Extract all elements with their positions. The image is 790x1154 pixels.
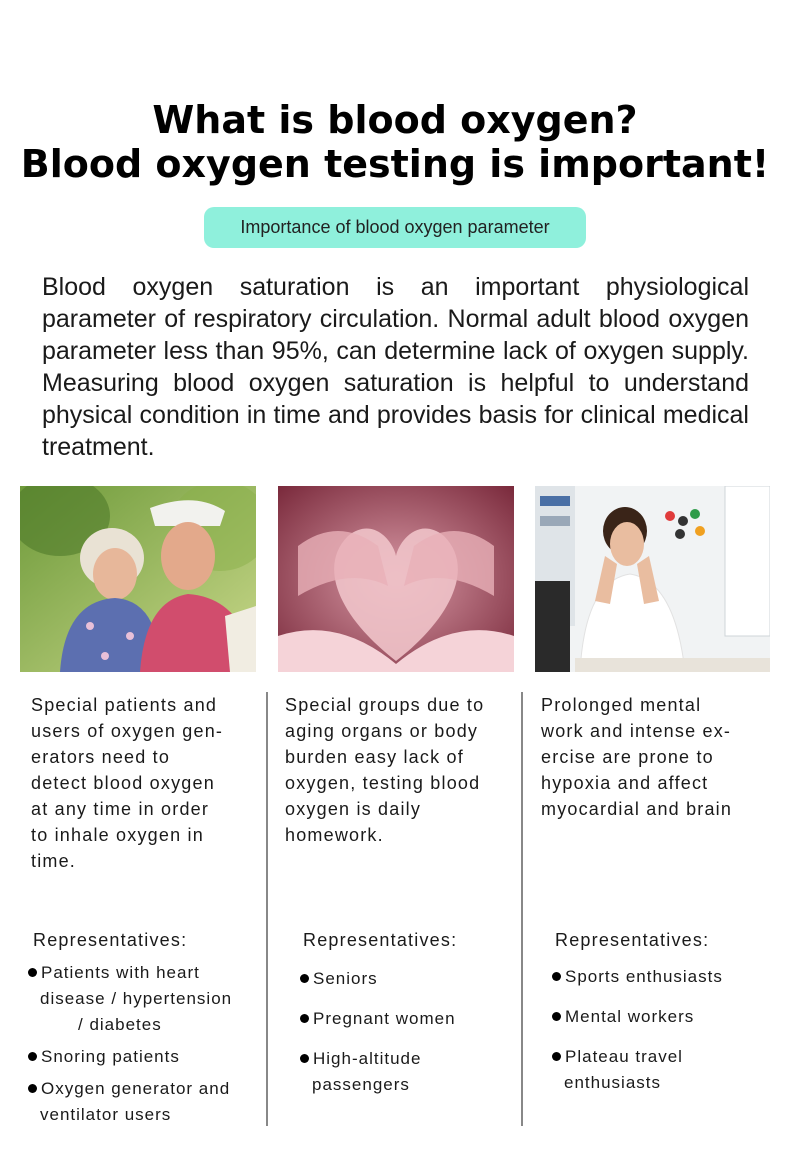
description-line: erators need to	[31, 747, 171, 767]
representative-text: Plateau travel	[552, 1044, 723, 1070]
title-line-2: Blood oxygen testing is important!	[20, 142, 770, 186]
description-line: Special patients and	[31, 695, 218, 715]
description-line: oxygen is daily	[285, 799, 422, 819]
representative-text: Snoring patients	[28, 1044, 232, 1070]
description-line: detect blood oxygen	[31, 773, 215, 793]
representative-item	[28, 1076, 232, 1128]
column-1-representatives-heading: Representatives:	[33, 930, 188, 950]
column-1-description	[31, 692, 256, 874]
column-divider	[266, 692, 268, 1126]
column-1-representatives-list	[28, 960, 232, 1128]
representative-item	[300, 1006, 456, 1032]
representative-item	[552, 964, 723, 990]
representative-text: / diabetes	[78, 1015, 162, 1034]
description-line: oxygen, testing blood	[285, 773, 481, 793]
description-line: at any time in order	[31, 799, 210, 819]
representative-text: Seniors	[300, 966, 456, 992]
stressed-office-worker-photo	[535, 486, 770, 672]
bullet-icon	[300, 1014, 309, 1023]
description-line: ercise are prone to	[541, 747, 714, 767]
bullet-icon	[300, 974, 309, 983]
column-2-representatives-heading: Representatives:	[303, 930, 458, 950]
bullet-icon	[28, 1052, 37, 1061]
representative-text: High-altitude	[300, 1046, 456, 1072]
representative-text: Mental workers	[552, 1004, 723, 1030]
description-line: Special groups due to	[285, 695, 485, 715]
column-divider	[521, 692, 523, 1126]
description-line: users of oxygen gen-	[31, 721, 224, 741]
representative-item	[300, 966, 456, 992]
description-line: myocardial and brain	[541, 799, 733, 819]
bullet-icon	[552, 1052, 561, 1061]
bullet-icon	[552, 1012, 561, 1021]
representative-text: Patients with heart	[28, 960, 232, 986]
intro-paragraph: Blood oxygen saturation is an important physiological parameter of respiratory circulation. Normal adult blood oxygen parameter less than 95%, can determine lack of oxygen supply. Measuring blood oxygen saturation is helpful to understand physical condition in time and provides basis for clinical medical treatment.	[42, 273, 749, 461]
column-3-description	[541, 692, 771, 822]
elderly-couple-photo	[20, 486, 256, 672]
representative-item	[552, 1044, 723, 1096]
representative-text: passengers	[312, 1075, 410, 1094]
column-3-representatives-heading: Representatives:	[555, 930, 710, 950]
description-line: homework.	[285, 825, 384, 845]
representative-item	[28, 1044, 232, 1070]
description-line: aging organs or body	[285, 721, 479, 741]
representative-text: Sports enthusiasts	[552, 964, 723, 990]
description-line: to inhale oxygen in	[31, 825, 204, 845]
bullet-icon	[28, 968, 37, 977]
column-2-representatives-list	[300, 966, 456, 1098]
column-2-description	[285, 692, 520, 848]
representative-item	[28, 960, 232, 1038]
column-3-representatives-list	[552, 964, 723, 1096]
representative-text: enthusiasts	[564, 1073, 661, 1092]
representative-text: disease / hypertension	[40, 989, 233, 1008]
description-line: burden easy lack of	[285, 747, 464, 767]
bullet-icon	[300, 1054, 309, 1063]
representative-text: Oxygen generator and	[28, 1076, 232, 1102]
heart-hands-photo	[278, 486, 514, 672]
representative-item	[552, 1004, 723, 1030]
bullet-icon	[28, 1084, 37, 1093]
representative-item	[300, 1046, 456, 1098]
section-badge: Importance of blood oxygen parameter	[204, 207, 586, 248]
title-line-1: What is blood oxygen?	[152, 98, 638, 142]
description-line: hypoxia and affect	[541, 773, 709, 793]
bullet-icon	[552, 972, 561, 981]
representative-text: Pregnant women	[300, 1006, 456, 1032]
representative-text: ventilator users	[40, 1105, 172, 1124]
description-line: Prolonged mental	[541, 695, 702, 715]
page-title	[0, 98, 790, 186]
description-line: time.	[31, 851, 77, 871]
description-line: work and intense ex-	[541, 721, 732, 741]
